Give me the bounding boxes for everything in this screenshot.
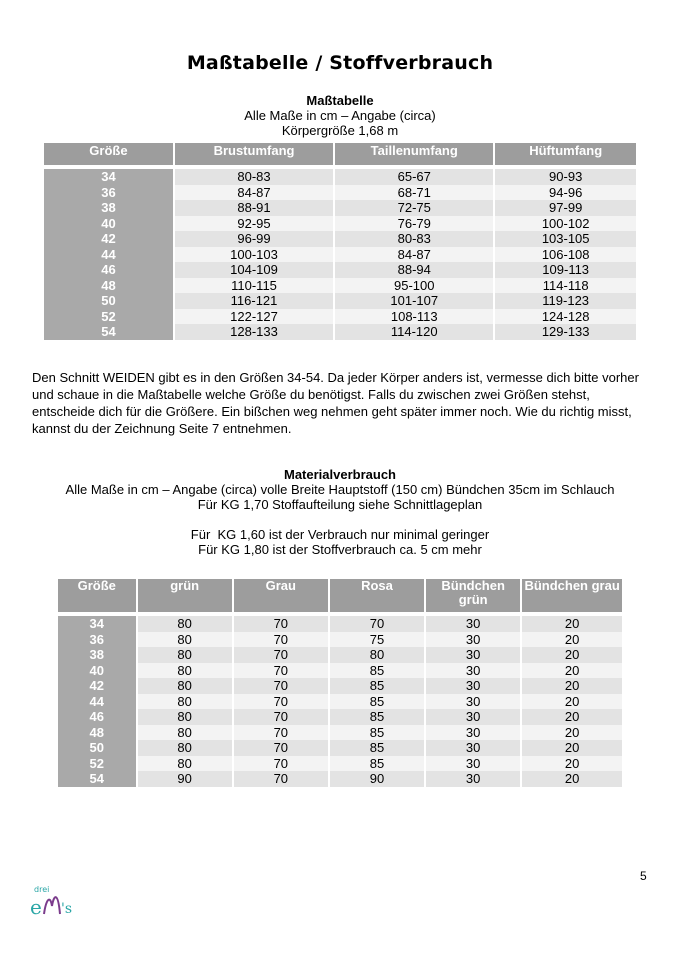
size-table-size-cell: 36 <box>44 185 173 201</box>
material-table-header-row <box>58 579 622 612</box>
material-table-header-cell: Grau <box>234 579 328 612</box>
material-table-value-cell: 20 <box>522 678 622 694</box>
material-table-value-cell: 80 <box>138 678 232 694</box>
material-table-value-cell: 70 <box>234 694 328 710</box>
size-table-value-cell: 100-102 <box>495 216 636 232</box>
material-table-value-cell: 30 <box>426 709 520 725</box>
size-table-value-cell: 90-93 <box>495 169 636 185</box>
drei-ems-logo-icon <box>30 880 100 920</box>
material-table-header-cell: Bündchen grün <box>426 579 520 612</box>
svg-text:drei: drei <box>34 885 50 894</box>
size-table-value-cell: 108-113 <box>335 309 493 325</box>
material-table-value-cell: 70 <box>330 616 424 632</box>
material-table-value-cell: 20 <box>522 725 622 741</box>
size-table-row <box>44 262 636 278</box>
material-table-value-cell: 85 <box>330 694 424 710</box>
size-table-row <box>44 231 636 247</box>
material-table-value-cell: 70 <box>234 709 328 725</box>
material-table-row <box>58 663 622 679</box>
material-table-value-cell: 85 <box>330 663 424 679</box>
material-table-row <box>58 709 622 725</box>
size-table-value-cell: 88-94 <box>335 262 493 278</box>
material-table-value-cell: 90 <box>330 771 424 787</box>
material-table-row <box>58 725 622 741</box>
size-table-value-cell: 128-133 <box>175 324 333 340</box>
size-table-value-cell: 95-100 <box>335 278 493 294</box>
material-table-row <box>58 616 622 632</box>
svg-text:e: e <box>30 895 42 919</box>
material-note2: Für KG 1,80 ist der Stoffverbrauch ca. 5 cm mehr <box>198 542 482 557</box>
size-table-value-cell: 110-115 <box>175 278 333 294</box>
size-table-line1: Alle Maße in cm – Angabe (circa) <box>244 108 436 123</box>
material-table-value-cell: 85 <box>330 756 424 772</box>
material-table-row <box>58 740 622 756</box>
size-table-value-cell: 122-127 <box>175 309 333 325</box>
material-table-value-cell: 85 <box>330 740 424 756</box>
material-table-value-cell: 70 <box>234 725 328 741</box>
material-table-value-cell: 30 <box>426 725 520 741</box>
size-table-value-cell: 114-118 <box>495 278 636 294</box>
size-table-size-cell: 46 <box>44 262 173 278</box>
size-table-row <box>44 324 636 340</box>
material-table-value-cell: 80 <box>138 647 232 663</box>
size-table-row <box>44 169 636 185</box>
material-line2: Für KG 1,70 Stoffaufteilung siehe Schnittlageplan <box>197 497 483 512</box>
material-table-value-cell: 20 <box>522 740 622 756</box>
material-table-value-cell: 70 <box>234 740 328 756</box>
material-table-size-cell: 54 <box>58 771 136 787</box>
material-table-value-cell: 70 <box>234 616 328 632</box>
material-table-value-cell: 80 <box>138 756 232 772</box>
material-table-value-cell: 85 <box>330 725 424 741</box>
material-table-value-cell: 30 <box>426 647 520 663</box>
size-table-value-cell: 84-87 <box>175 185 333 201</box>
size-table-size-cell: 42 <box>44 231 173 247</box>
material-table-value-cell: 30 <box>426 694 520 710</box>
material-table-value-cell: 75 <box>330 632 424 648</box>
size-table-value-cell: 80-83 <box>335 231 493 247</box>
size-table-header-row <box>44 143 636 165</box>
size-table-value-cell: 100-103 <box>175 247 333 263</box>
material-table-size-cell: 36 <box>58 632 136 648</box>
size-table-row <box>44 200 636 216</box>
material-table-value-cell: 20 <box>522 771 622 787</box>
material-table-header-cell: Größe <box>58 579 136 612</box>
material-table-value-cell: 20 <box>522 709 622 725</box>
material-table-size-cell: 46 <box>58 709 136 725</box>
material-table-value-cell: 80 <box>138 740 232 756</box>
material-table-row <box>58 647 622 663</box>
material-table-value-cell: 20 <box>522 694 622 710</box>
size-table-value-cell: 76-79 <box>335 216 493 232</box>
material-table-value-cell: 85 <box>330 678 424 694</box>
size-table-value-cell: 103-105 <box>495 231 636 247</box>
size-table-heading: Maßtabelle <box>306 93 374 108</box>
size-table-value-cell: 109-113 <box>495 262 636 278</box>
material-table-value-cell: 30 <box>426 616 520 632</box>
material-table-size-cell: 34 <box>58 616 136 632</box>
size-table-value-cell: 80-83 <box>175 169 333 185</box>
size-table-row <box>44 309 636 325</box>
material-table-row <box>58 632 622 648</box>
size-table-header-cell: Hüftumfang <box>495 143 636 165</box>
logo <box>30 880 100 920</box>
size-table-row <box>44 247 636 263</box>
size-table-value-cell: 96-99 <box>175 231 333 247</box>
material-table-value-cell: 80 <box>138 709 232 725</box>
size-table-value-cell: 129-133 <box>495 324 636 340</box>
material-table-value-cell: 80 <box>138 616 232 632</box>
size-table-value-cell: 104-109 <box>175 262 333 278</box>
material-table-value-cell: 30 <box>426 771 520 787</box>
material-table <box>56 579 624 787</box>
size-table <box>42 143 638 340</box>
material-table-value-cell: 70 <box>234 771 328 787</box>
material-table-value-cell: 20 <box>522 647 622 663</box>
size-table-row <box>44 293 636 309</box>
material-table-value-cell: 20 <box>522 663 622 679</box>
material-table-row <box>58 694 622 710</box>
size-table-value-cell: 88-91 <box>175 200 333 216</box>
size-table-value-cell: 119-123 <box>495 293 636 309</box>
material-table-value-cell: 20 <box>522 632 622 648</box>
svg-text:'s: 's <box>61 901 73 917</box>
material-table-value-cell: 90 <box>138 771 232 787</box>
size-table-size-cell: 52 <box>44 309 173 325</box>
size-table-value-cell: 97-99 <box>495 200 636 216</box>
size-table-value-cell: 72-75 <box>335 200 493 216</box>
size-table-value-cell: 114-120 <box>335 324 493 340</box>
size-table-size-cell: 48 <box>44 278 173 294</box>
size-table-row <box>44 185 636 201</box>
material-table-heading: Materialverbrauch <box>284 467 396 482</box>
size-table-row <box>44 278 636 294</box>
size-table-value-cell: 106-108 <box>495 247 636 263</box>
material-table-size-cell: 50 <box>58 740 136 756</box>
material-table-value-cell: 70 <box>234 756 328 772</box>
material-table-value-cell: 70 <box>234 663 328 679</box>
material-table-value-cell: 20 <box>522 756 622 772</box>
size-table-value-cell: 124-128 <box>495 309 636 325</box>
material-table-size-cell: 40 <box>58 663 136 679</box>
material-table-value-cell: 80 <box>138 725 232 741</box>
material-table-value-cell: 30 <box>426 632 520 648</box>
material-table-header-cell: grün <box>138 579 232 612</box>
size-table-value-cell: 94-96 <box>495 185 636 201</box>
material-table-value-cell: 80 <box>138 632 232 648</box>
material-table-value-cell: 20 <box>522 616 622 632</box>
material-table-row <box>58 771 622 787</box>
size-table-value-cell: 65-67 <box>335 169 493 185</box>
size-section-intro <box>0 93 680 138</box>
material-table-size-cell: 44 <box>58 694 136 710</box>
size-table-value-cell: 68-71 <box>335 185 493 201</box>
size-table-row <box>44 216 636 232</box>
material-table-size-cell: 42 <box>58 678 136 694</box>
size-table-size-cell: 50 <box>44 293 173 309</box>
material-table-header-cell: Rosa <box>330 579 424 612</box>
size-table-header-cell: Taillenumfang <box>335 143 493 165</box>
material-table-value-cell: 70 <box>234 647 328 663</box>
page-title: Maßtabelle / Stoffverbrauch <box>186 52 494 74</box>
size-table-value-cell: 84-87 <box>335 247 493 263</box>
size-table-line2: Körpergröße 1,68 m <box>281 123 399 138</box>
material-line1: Alle Maße in cm – Angabe (circa) volle Breite Hauptstoff (150 cm) Bündchen 35cm im Schlauch <box>65 482 615 497</box>
size-table-size-cell: 34 <box>44 169 173 185</box>
size-table-header-cell: Größe <box>44 143 173 165</box>
size-table-size-cell: 44 <box>44 247 173 263</box>
size-table-value-cell: 116-121 <box>175 293 333 309</box>
material-table-value-cell: 70 <box>234 632 328 648</box>
size-table-value-cell: 101-107 <box>335 293 493 309</box>
material-table-row <box>58 756 622 772</box>
size-table-size-cell: 40 <box>44 216 173 232</box>
material-table-row <box>58 678 622 694</box>
material-table-value-cell: 80 <box>138 663 232 679</box>
material-table-value-cell: 30 <box>426 756 520 772</box>
material-table-body <box>58 612 622 787</box>
material-section-intro <box>0 467 680 557</box>
material-table-value-cell: 30 <box>426 740 520 756</box>
size-table-size-cell: 54 <box>44 324 173 340</box>
material-table-value-cell: 30 <box>426 678 520 694</box>
material-table-value-cell: 70 <box>234 678 328 694</box>
size-table-header-cell: Brustumfang <box>175 143 333 165</box>
page-number: 5 <box>640 869 647 883</box>
size-table-value-cell: 92-95 <box>175 216 333 232</box>
material-table-value-cell: 30 <box>426 663 520 679</box>
material-table-value-cell: 85 <box>330 709 424 725</box>
size-table-body <box>44 165 636 340</box>
material-table-value-cell: 80 <box>138 694 232 710</box>
material-note1: Für KG 1,60 ist der Verbrauch nur minimal geringer <box>190 527 490 542</box>
material-table-size-cell: 38 <box>58 647 136 663</box>
instructions-paragraph: Den Schnitt WEIDEN gibt es in den Größen 34-54. Da jeder Körper anders ist, vermesse dich bitte vorher und schaue in die Maßtabelle welche Größe du benötigst. Falls du zwischen zwei Größen stehst, entscheide dich für die Größere. Ein bißchen weg nehmen geht später immer noch. Wie du richtig misst, kannst du der Zeichnung Seite 7 entnehmen. <box>32 370 639 436</box>
material-table-size-cell: 48 <box>58 725 136 741</box>
material-table-value-cell: 80 <box>330 647 424 663</box>
material-table-size-cell: 52 <box>58 756 136 772</box>
size-table-size-cell: 38 <box>44 200 173 216</box>
material-table-header-cell: Bündchen grau <box>522 579 622 612</box>
